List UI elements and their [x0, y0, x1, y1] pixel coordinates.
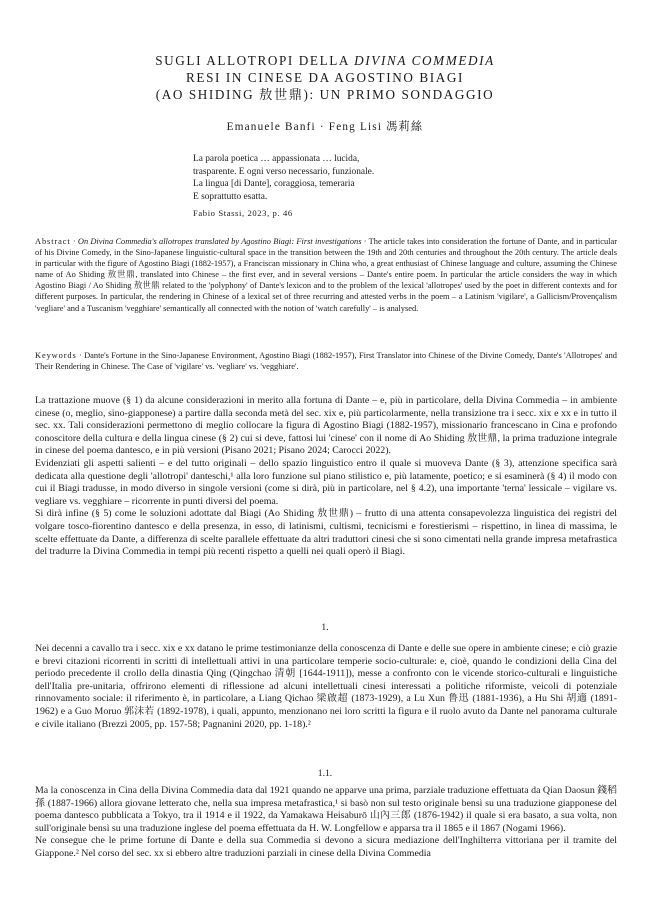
section-1-1-paragraph: Ma la conoscenza in Cina della Divina Commedia data dal 1921 quando ne apparve una prima, parziale traduzione effettuata da Qian Daosun 錢稻孫 (1887-1966) allora giovane letterato che, nella sua impresa metafrastica,¹ si basò non sul testo originale bensì su una traduzione giapponese del poema dantesco pubblicata a Tokyo, tra il 1914 e il 1922, da Yamakawa Heisaburō 山內三郎 (1876-1942) il quale si era basato, a sua volta, non sull'originale bensì su una traduzione inglese del poema effettuata da H. W. Longfellow e apparsa tra il 1865 e il 1867 (Nogami 1966). [35, 785, 617, 834]
section-1-1-heading: 1.1. [317, 768, 333, 779]
keywords-text: Dante's Fortune in the Sino-Japanese Environment, Agostino Biagi (1882-1957), First Translator into Chinese of the Divine Comedy, Dante's 'Allotropes' and Their Rendering in Chinese. The Case of 'vigilare' vs. 'vegliare' vs. 'vegghiare'. [35, 351, 617, 372]
abstract-label: Abstract [35, 237, 71, 246]
epigraph-line: La lingua [di Dante], coraggiosa, temeraria [193, 179, 355, 189]
authors: Emanuele Banfi · Feng Lisi 馮莉絲 [226, 121, 424, 133]
keywords: Keywords · Dante's Fortune in the Sino-Japanese Environment, Agostino Biagi (1882-1957), First Translator into Chinese of the Divine Comedy, Dante's 'Allotropes' and Their Rendering in Chinese. The Case of 'vigilare' vs. 'vegliare' vs. 'vegghiare'. [35, 351, 617, 372]
intro-text [35, 395, 617, 559]
title-line-2: RESI IN CINESE DA AGOSTINO BIAGI [186, 70, 464, 85]
article-title [0, 52, 650, 103]
intro-paragraph: La trattazione muove (§ 1) da alcune considerazioni in merito alla fortuna di Dante – e, più in particolare, della Divina Commedia – in ambiente cinese (o, meglio, sino-giapponese) a partire dalla seconda metà del sec. xix e, più particolarmente, nella transizione tra i secc. xix e xx e in tutto il sec. xx. Tali considerazioni permettono di meglio collocare la figura di Agostino Biagi (1882-1957), missionario francescano in Cina e profondo conoscitore della cultura e della lingua cinese (§ 2) cui si deve, fattosi lui 'cinese' con il nome di Ao Shiding 敖世鼎, la prima traduzione integrale in cinese del poema dantesco, e in più versioni (Pisano 2021; Pisano 2024; Carocci 2022). [35, 395, 617, 457]
title-line-1: SUGLI ALLOTROPI DELLA DIVINA COMMEDIA [155, 53, 495, 68]
epigraph [193, 153, 493, 220]
section-1-text [35, 643, 617, 731]
abstract-title: On Divina Commedia's allotropes translated by Agostino Biagi: First investigations [77, 237, 362, 246]
intro-paragraph: Si dirà infine (§ 5) come le soluzioni adottate dal Biagi (Ao Shiding 敖世鼎) – frutto di una attenta consapevolezza linguistica dei registri del volgare tosco-fiorentino dantesco e della presenza, in esso, di latinismi, cultismi, tecnicismi e forestierismi – rispettino, in linea di massima, le scelte effettuate da Dante, a differenza di scelte parallele effettuate da altri traduttori cinesi che si sono cimentati nella grande impresa metafrastica del tradurre la Divina Commedia in tempi più recenti rispetto a quelli nei quali operò il Biagi. [35, 508, 617, 558]
intro-paragraph: Evidenziati gli aspetti salienti – e del tutto originali – dello spazio linguistico entro il quale si muoveva Dante (§ 3), attenzione specifica sarà dedicata alla questione degli 'allotropi' danteschi,¹ alla loro funzione sul piano stilistico e, più latamente, poetico; e si esaminerà (§ 4) il modo con cui il Biagi tradusse, in modo diverso in singole versioni (come si dirà, più in particolare, nel § 4.2), una importante 'terna' lessicale – vigilare vs. vegliare vs. vegghiare – ricorrente in punti diversi del poema. [35, 457, 617, 507]
epigraph-line: E soprattutto esatta. [193, 191, 268, 202]
abstract: Abstract · On Divina Commedia's allotropes translated by Agostino Biagi: First investigations · The article takes into consideration the fortune of Dante, and in particular of his Divine Comedy, in the Sino-Japanese linguistic-cultural space in the transition between the 19th and 20th centuries and throughout the 20th century. The article deals in particular with the figure of Agostino Biagi (1882-1957), a Franciscan missionary in China who, a great enthusiast of Chinese language and culture, assuming the Chinese name of Ao Shiding 敖世鼎, translated into Chinese – the first ever, and in several versions – Dante's entire poem. In particular the article considers the way in which Agostino Biagi / Ao Shiding 敖世鼎 related to the 'polyphony' of Dante's lexicon and to the problem of the lexical 'allotropes' used by the poet in different contexts and for different purposes. In particular, the rendering in Chinese of a lexical set of three recurring and attested verbs in the poem – a Latinism 'vigilare', a Gallicism/Provençalism 'vegliare' and a Tuscanism 'vegghiare' semantically all connected with the notion of 'watch carefully' – is analysed. [35, 237, 617, 313]
section-1-paragraph: Nei decenni a cavallo tra i secc. xix e xx datano le prime testimonianze della conoscenza di Dante e delle sue opere in ambiente cinese; e ciò grazie e brevi citazioni ricorrenti in scritti di intellettuali attivi in una particolare temperie socio-culturale: e, cioè, quando le condizioni della Cina del periodo precedente il crollo della dinastia Qing (Qingchao 清朝 [1644-1911]), messe a confronto con le vicende storico-culturali e linguistiche dell'Italia pre-unitaria, offrirono elementi di riflessione ad alcuni intellettuali cinesi interessati a politiche riformiste, veicoli di potenziale rinnovamento sociale: il riferimento è, in particolare, a Liang Qichao 梁啟超 (1873-1929), a Lu Xun 鲁迅 (1881-1936), a Hu Shi 胡適 (1891-1962) e a Guo Moruo 郭沫若 (1892-1978), i quali, appunto, menzionano nei loro scritti la figura e il ruolo avuto da Dante nel panorama culturale e civile italiano (Brezzi 2005, pp. 157-58; Pagnanini 2020, pp. 1-18).² [35, 643, 617, 730]
epigraph-line: trasparente. E ogni verso necessario, funzionale. [193, 166, 375, 177]
abstract-text: The article takes into consideration the fortune of Dante, and in particular of his Divine Comedy, in the Sino-Japanese linguistic-cultural space in the transition between the 19th and 20th centuries and throughout the 20th century. The article deals in particular with the figure of Agostino Biagi (1882-1957), a Franciscan missionary in China who, a great enthusiast of Chinese language and culture, assuming the Chinese name of Ao Shiding 敖世鼎, translated into Chinese – the first ever, and in several versions – Dante's entire poem. In particular the article considers the way in which Agostino Biagi / Ao Shiding 敖世鼎 related to the 'polyphony' of Dante's lexicon and to the problem of the lexical 'allotropes' used by the poet in different contexts and for different purposes. In particular, the rendering in Chinese of a lexical set of three recurring and attested verbs in the poem – a Latinism 'vigilare', a Gallicism/Provençalism 'vegliare' and a Tuscanism 'vegghiare' semantically all connected with the notion of 'watch carefully' – is analysed. [35, 237, 617, 313]
epigraph-source: Fabio Stassi, 2023, p. 46 [193, 208, 293, 218]
keywords-label: Keywords [35, 351, 77, 360]
section-1-1-text [35, 785, 617, 861]
section-1-heading: 1. [321, 622, 329, 633]
epigraph-line: La parola poetica … appassionata … lucida, [193, 154, 360, 164]
section-1-1-paragraph: Ne consegue che le prime fortune di Dante e della sua Commedia si devono a sicura mediazione dell'Inghilterra vittoriana per il tramite del Giappone.² Nel corso del sec. xx si ebbero altre traduzioni parziali in cinese della Divina Commedia [35, 835, 617, 859]
title-line-3: (AO SHIDING 敖世鼎): UN PRIMO SONDAGGIO [155, 87, 495, 102]
